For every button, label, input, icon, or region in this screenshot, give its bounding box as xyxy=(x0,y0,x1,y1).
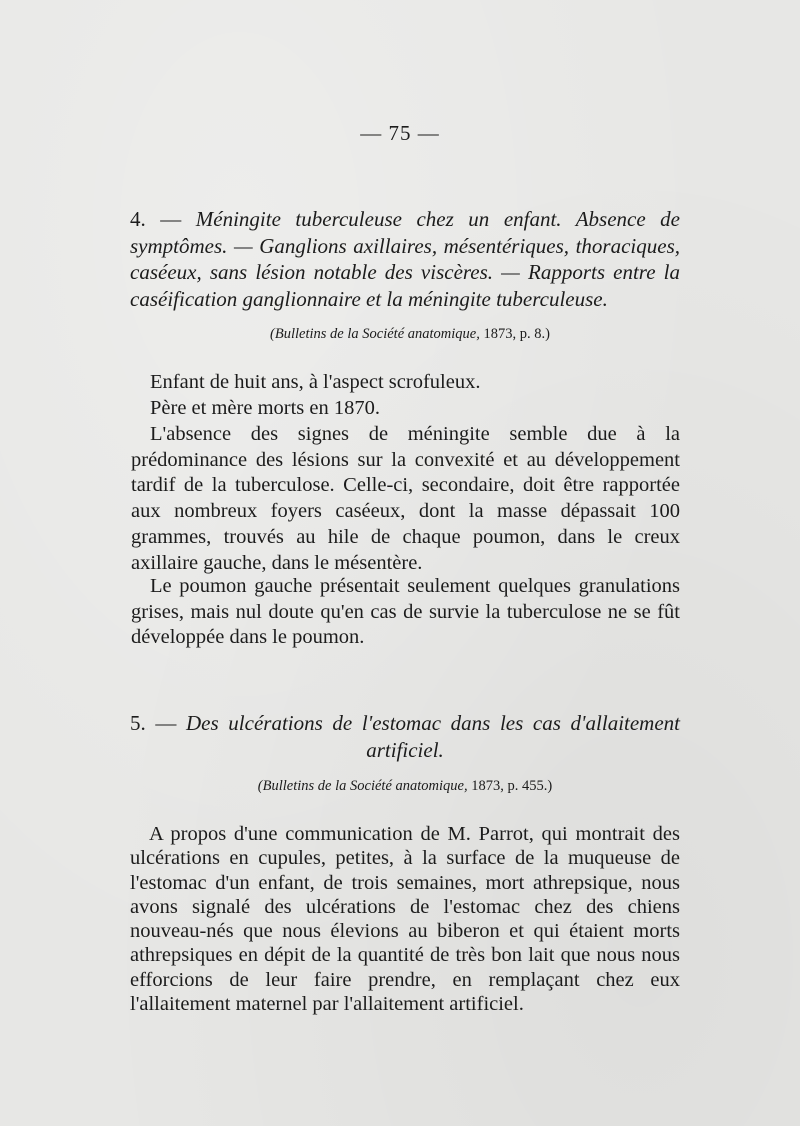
paragraph: Le poumon gauche présentait seulement quelques granulations grises, mais nul doute qu'en cas de survie la tuberculose ne se fût développée dans le poumon. xyxy=(131,575,680,649)
section-title: Des ulcérations de l'estomac dans les cas d'allaitement artificiel. xyxy=(186,711,680,762)
section-title: Méningite tuberculeuse chez un enfant. Absence de symptômes. — Ganglions axillaires, mésentériques, thoraciques, caséeux, sans lésion notable des viscères. — Rapports entre la caséification ganglionnaire et la méningite tuberculeuse. xyxy=(130,207,680,311)
paragraph: Enfant de huit ans, à l'aspect scrofuleux. xyxy=(150,371,481,393)
paragraph: Père et mère morts en 1870. xyxy=(150,397,380,419)
citation-reference: 1873, p. 455.) xyxy=(467,778,553,794)
citation-reference: 1873, p. 8.) xyxy=(479,326,550,342)
paragraph: A propos d'une communication de M. Parrot, qui montrait des ulcérations en cupules, petites, à la surface de la muqueuse de l'estomac d'un enfant, de trois semaines, mort athrepsique, nous avons signalé des ulcérations de l'estomac chez des chiens nouveau-nés que nous élevions au biberon et qui étaient morts athrepsiques en dépit de la quantité de très bon lait que nous nous efforcions de leur faire prendre, en remplaçant chez eux l'allaitement maternel par l'allaitement artificiel. xyxy=(130,823,680,1016)
section-number: 4. — xyxy=(130,207,196,231)
section-number: 5. — xyxy=(130,711,187,735)
citation xyxy=(5,778,800,795)
citation-source: (Bulletins de la Société anatomique, xyxy=(257,778,468,794)
paragraph: L'absence des signes de méningite semble due à la prédominance des lésions sur la convexité et au développement tardif de la tuberculose. Celle-ci, secondaire, doit être rapportée aux nombreux foyers caséeux, dont la masse dépassait 100 grammes, trouvés au hile de chaque poumon, dans le creux axillaire gauche, dans le mésentère. xyxy=(131,423,680,574)
page-number: — 75 — xyxy=(360,121,440,145)
citation xyxy=(10,326,800,343)
section-heading xyxy=(130,710,680,763)
citation-source: (Bulletins de la Société anatomique, xyxy=(270,326,480,342)
section-heading xyxy=(130,206,680,312)
